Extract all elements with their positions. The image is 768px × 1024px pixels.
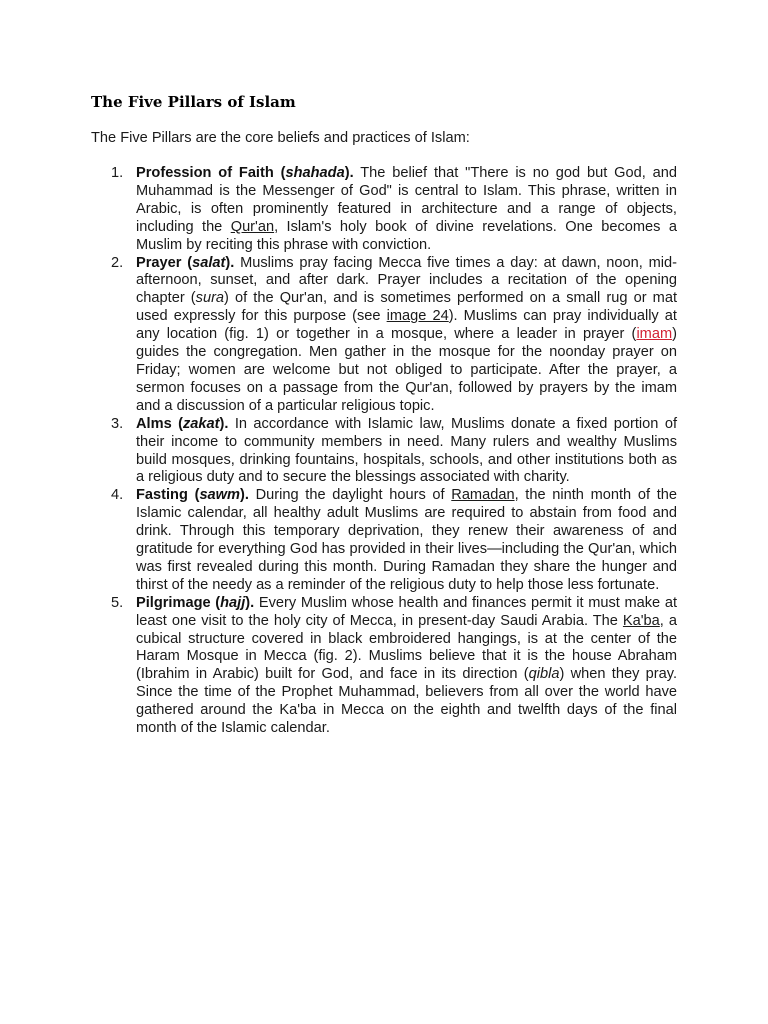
quran-link[interactable]: Qur'an [230, 218, 275, 235]
heading-text: ). [219, 415, 229, 432]
body-text: ) guides the congregation. Men gather in the mosque for the noonday prayer on Friday; women are welcome but not obliged to participate. After the prayer, a sermon focuses on a passage from the Qur'an, followed by prayers by the imam and a discussion of a particular religious topic. [136, 326, 677, 414]
list-item-sawm [111, 487, 677, 594]
heading-text: ). [344, 165, 354, 181]
body-text: ) of the Qur'an, and is sometimes performed on a small rug or mat used expressly for this purpose (see [136, 290, 677, 325]
heading-text: Pilgrimage ( [136, 594, 221, 611]
heading-term: sawm [199, 487, 240, 504]
intro-paragraph: The Five Pillars are the core beliefs and practices of Islam: [91, 130, 470, 146]
list-number: 1. [111, 165, 124, 181]
term-qibla: qibla [528, 666, 560, 683]
body-text: , Islam's holy book of divine revelations. One becomes a Muslim by reciting this phrase with conviction. [136, 218, 677, 253]
body-text: In accordance with Islamic law, Muslims donate a fixed portion of their income to community members in need. Many rulers and wealthy Muslims build mosques, drinking fountains, hospitals, schools, and other institutions both as a religious duty and to secure the blessings associated with charity. [136, 415, 677, 486]
list-number: 3. [111, 415, 124, 432]
list-item-salat [111, 254, 678, 416]
heading-text: Alms ( [136, 415, 183, 432]
body-text: ). Muslims can pray individually at any location (fig. 1) or together in a mosque, where a leader in prayer ( [136, 308, 677, 343]
imam-link[interactable]: imam [636, 326, 673, 343]
term-sura: sura [195, 290, 225, 307]
list-item-shahada [111, 165, 677, 255]
heading-text: Prayer ( [136, 254, 193, 271]
kaba-link[interactable]: Ka'ba [622, 612, 660, 629]
heading-term: salat [192, 254, 226, 271]
pillar-heading [136, 416, 228, 432]
pillars-list [111, 165, 678, 738]
body-text: The belief that "There is no god but God, and Muhammad is the Messenger of God" is central to Islam. This phrase, written in Arabic, is often prominently featured in architecture and a range of objects, including the [136, 165, 677, 235]
pillar-heading [136, 595, 254, 611]
heading-text: Profession of Faith ( [136, 165, 286, 181]
heading-text: ). [240, 487, 249, 504]
list-item-zakat [111, 415, 677, 488]
list-item-hajj [111, 594, 678, 738]
pillar-heading [136, 165, 354, 181]
image-24-link[interactable]: image 24 [386, 308, 449, 325]
body-text: , the ninth month of the Islamic calendar, all healthy adult Muslims are required to abstain from food and drink. Through this temporary deprivation, they renew their awareness of and gratitude for everything God has provided in their lives—including the Qur'an, which was first revealed during this month. During Ramadan they share the hunger and thirst of the needy as a reminder of the religious duty to help those less fortunate. [136, 487, 677, 593]
body-text: ) when they pray. Since the time of the Prophet Muhammad, believers from all over the world have gathered around the Ka'ba in Mecca on the eighth and twelfth days of the final month of the Islamic calendar. [136, 666, 678, 737]
heading-text: ). [225, 254, 235, 271]
heading-text: Fasting ( [136, 487, 200, 504]
list-number: 2. [111, 254, 124, 271]
pillar-heading [136, 487, 249, 503]
heading-term: shahada [285, 165, 345, 181]
heading-term: hajj [220, 594, 246, 611]
body-text: , a cubical structure covered in black embroidered hangings, is at the center of the Haram Mosque in Mecca (fig. 2). Muslims believe that it is the house Abraham (Ibrahim in Arabic) built for God, and face in its direction ( [136, 612, 677, 683]
list-number: 4. [111, 487, 124, 504]
body-text: During the daylight hours of [248, 487, 452, 504]
page-title: The Five Pillars of Islam [91, 93, 296, 111]
heading-term: zakat [182, 415, 220, 432]
body-text: Every Muslim whose health and finances permit it must make at least one visit to the holy city of Mecca, in present-day Saudi Arabia. The [136, 594, 677, 629]
heading-text: ). [245, 594, 255, 611]
list-number: 5. [111, 594, 124, 611]
pillar-heading [136, 255, 234, 271]
ramadan-link[interactable]: Ramadan [451, 487, 515, 504]
body-text: Muslims pray facing Mecca five times a day: at dawn, noon, mid-afternoon, sunset, and after dark. Prayer includes a recitation of the opening chapter ( [136, 254, 678, 307]
